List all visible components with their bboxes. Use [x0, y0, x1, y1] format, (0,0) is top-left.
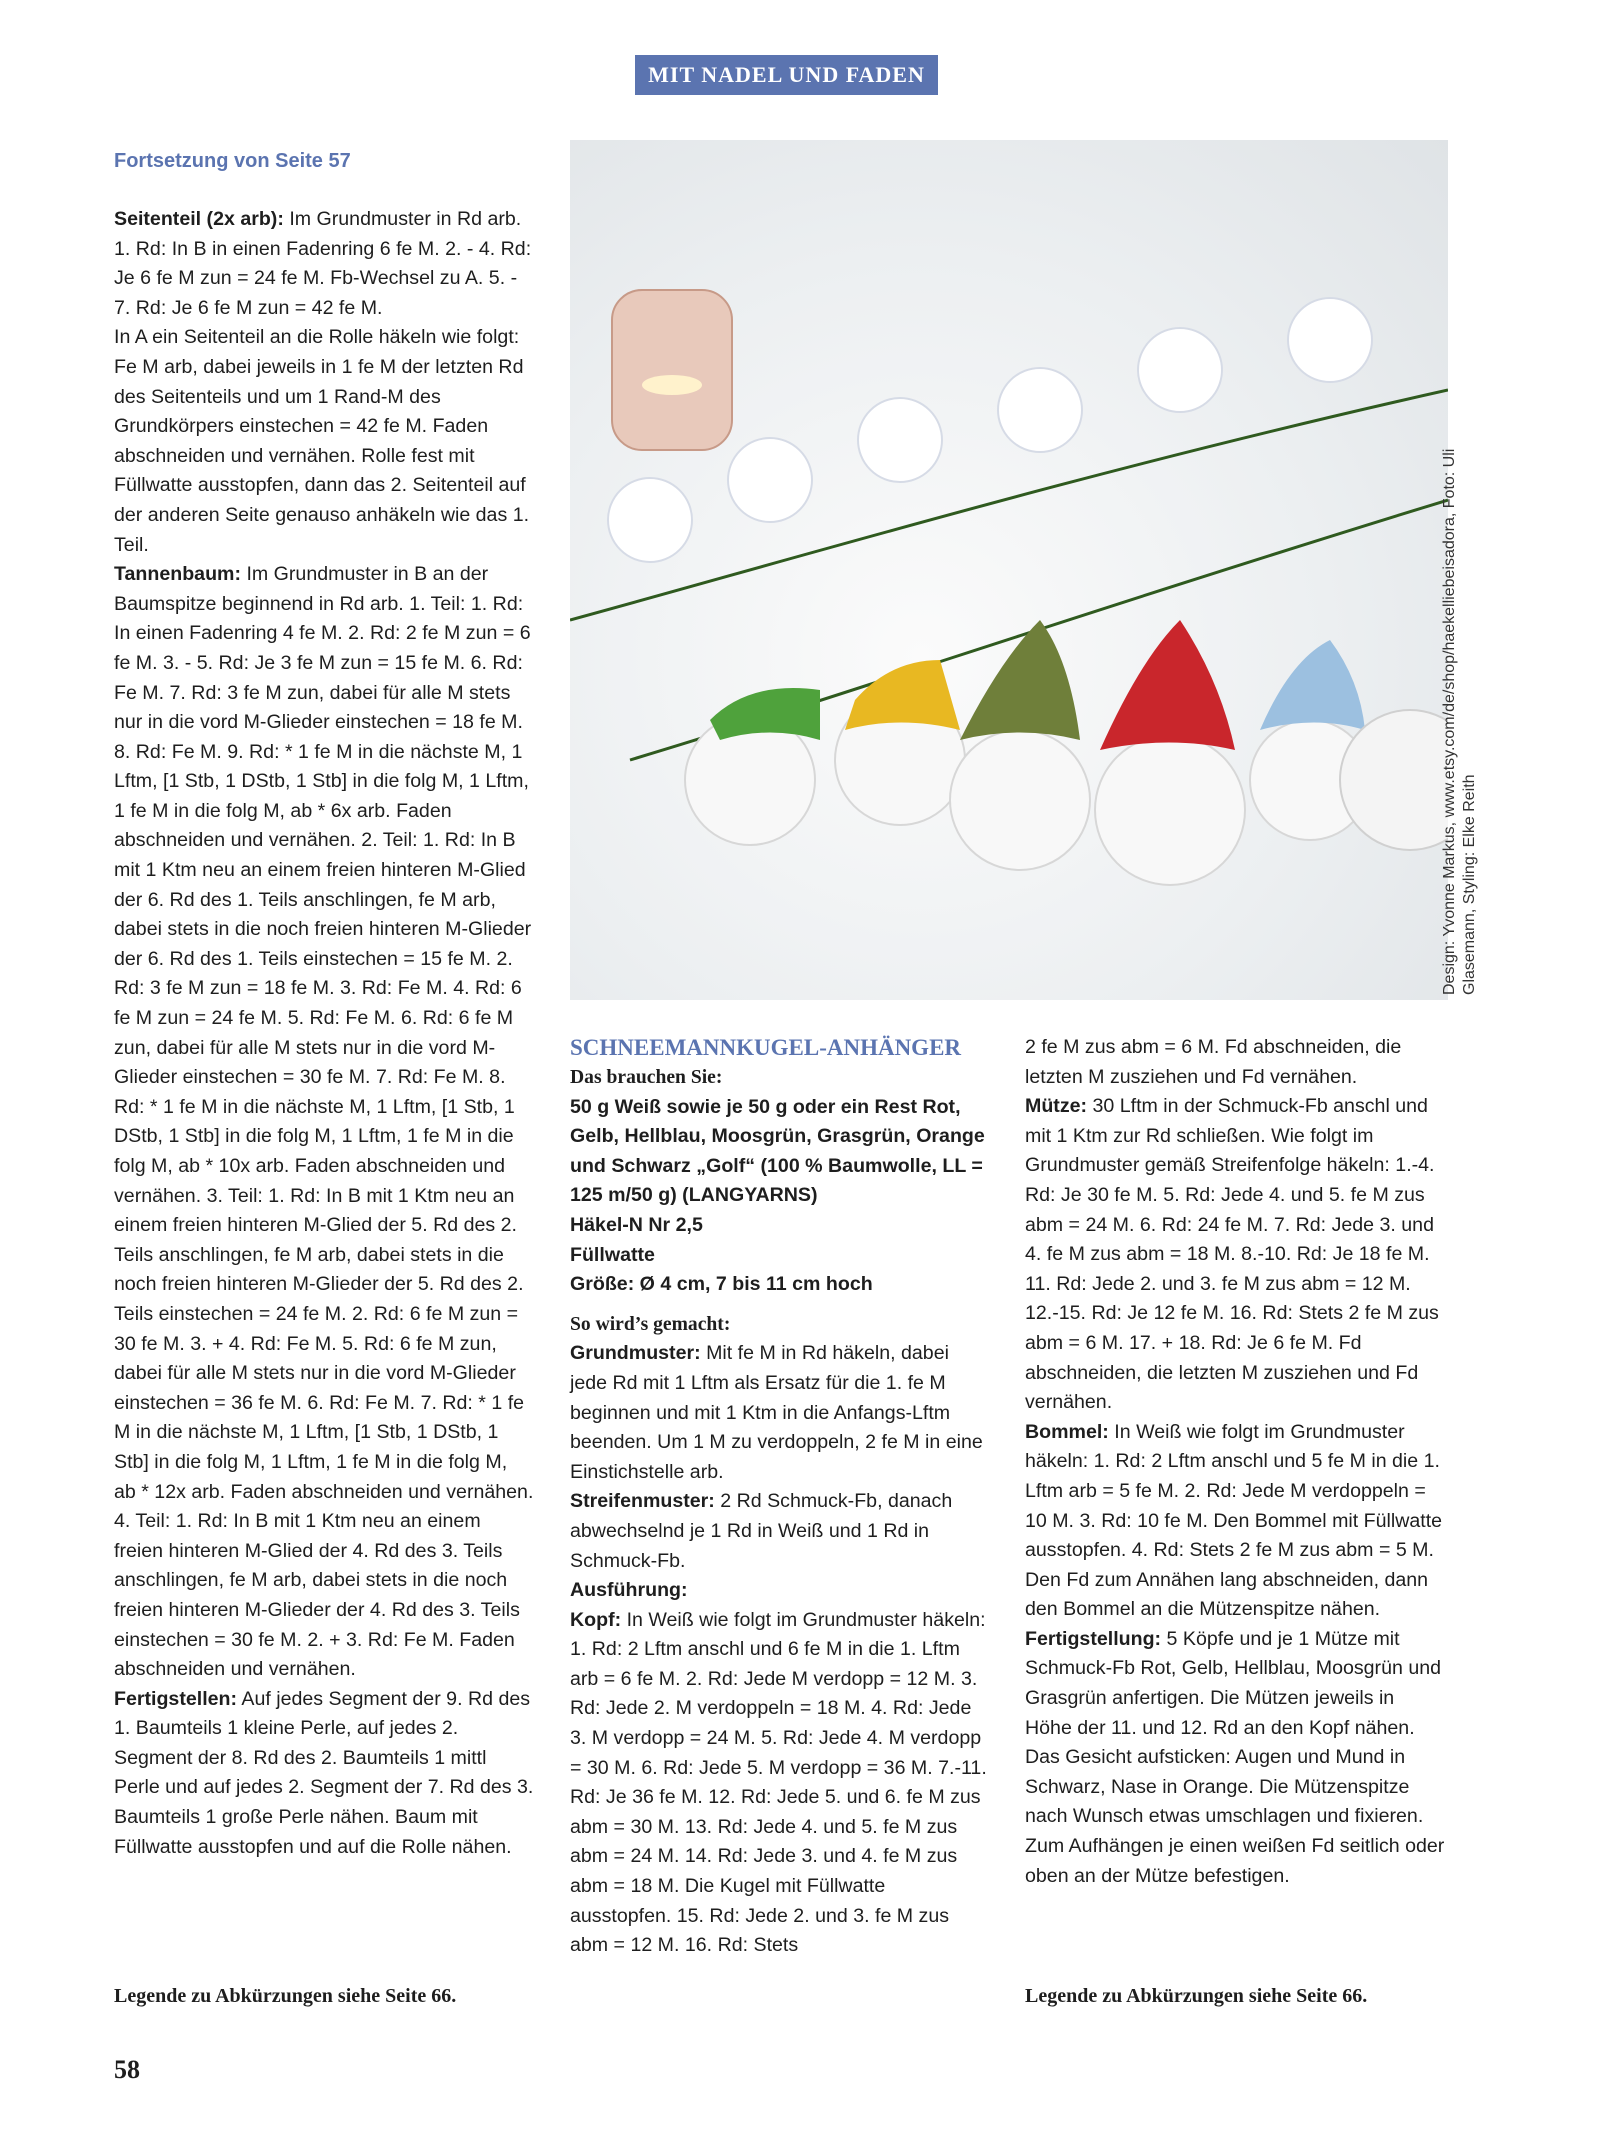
paragraph: Seitenteil (2x arb): Im Grundmuster in Rd arb. 1. Rd: In B in einen Fadenring 6 fe M. 2. - 4. Rd: Je 6 fe M zun = 24 fe M. Fb-Wechsel zu A. 5. - 7. Rd: Je 6 fe M zun = 42 fe M. [114, 208, 532, 319]
snowball [608, 478, 692, 562]
paragraph: Fertigstellen: Auf jedes Segment der 9. Rd des 1. Baumteils 1 kleine Perle, auf jedes 2. Segment der 8. Rd des 2. Baumteils 1 mittl Perle und auf jedes 2. Segment der 7. Rd des 3. Baumteils 1 große Perle nähen. Baum mit Füllwatte ausstopfen und auf die Rolle nähen. [114, 1687, 534, 1858]
legend-note-right: Legende zu Abkürzungen siehe Seite 66. [1025, 1985, 1368, 2007]
snowman-head [1095, 735, 1245, 885]
paragraph: Grundmuster: Mit fe M in Rd häkeln, dabei jede Rd mit 1 Lftm als Ersatz für die 1. fe M beginnen und mit 1 Ktm in die Anfangs-Lftm beenden. Um 1 M zu verdoppeln, 2 fe M in eine Einstichstelle arb. [570, 1342, 983, 1483]
snowman-ornaments [685, 620, 1370, 885]
snowman-hat [710, 688, 820, 740]
snowman-hat [960, 620, 1080, 740]
materials-item: Häkel-N Nr 2,5 [570, 1213, 703, 1236]
snowball [1138, 328, 1222, 412]
paragraph: In A ein Seitenteil an die Rolle häkeln wie folgt: Fe M arb, dabei jeweils in 1 fe M der letzten Rd des Seitenteils und um 1 Rand-M des Grundkörpers einstechen = 42 fe M. Faden abschneiden und vernähen. Rolle fest mit Füllwatte ausstopfen, dann das 2. Seitenteil auf der anderen Seite genauso anhäkeln wie das 1. Teil. [114, 326, 530, 556]
ornament-ball [1340, 710, 1448, 850]
pattern-title: SCHNEEMANNKUGEL-ANHÄNGER [570, 1035, 962, 1060]
snowball [1288, 298, 1372, 382]
snowman-hat [1260, 640, 1365, 730]
continuation-note: Fortsetzung von Seite 57 [114, 150, 351, 172]
left-column [114, 205, 534, 1862]
photo-credit: Design: Yvonne Markus, www.etsy.com/de/shop/haekelliebeisadora, Foto: Uli Glasemann, Styling: Elke Reith [1441, 448, 1478, 995]
snowman-ornaments-photo [570, 140, 1448, 1000]
right-column [1025, 1033, 1445, 1891]
snowball [728, 438, 812, 522]
size-line: Größe: Ø 4 cm, 7 bis 11 cm hoch [570, 1273, 873, 1296]
snowman-hat [845, 660, 960, 730]
paragraph: Ausführung: [570, 1579, 688, 1602]
paragraph: Bommel: In Weiß wie folgt im Grundmuster häkeln: 1. Rd: 2 Lftm anschl und 5 fe M in die 1. Lftm arb = 5 fe M. 2. Rd: Jede M verdoppeln = 10 M. 3. Rd: 10 fe M. Den Bommel mit Füllwatte ausstopfen. 4. Rd: Stets 2 fe M zus abm = 5 M. Den Fd zum Annähen lang abschneiden, dann den Bommel an die Mützenspitze nähen. [1025, 1420, 1443, 1621]
section-header-tab: MIT NADEL UND FADEN [635, 55, 938, 95]
paragraph: Kopf: In Weiß wie folgt im Grundmuster häkeln: 1. Rd: 2 Lftm anschl und 6 fe M in die 1. Lftm arb = 6 fe M. 2. Rd: Jede M verdopp = 12 M. 3. Rd: Jede 2. M verdoppeln = 18 M. 4. Rd: Jede 3. M verdopp = 24 M. 5. Rd: Jede 4. M verdopp = 30 M. 6. Rd: Jede 5. M verdopp = 36 M. 7.-11. Rd: Je 36 fe M. 12. Rd: Jede 5. und 6. fe M zus abm = 30 M. 13. Rd: Jede 4. und 5. fe M zus abm = 24 M. 14. Rd: Jede 3. und 4. fe M zus abm = 18 M. Die Kugel mit Füllwatte ausstopfen. 15. Rd: Jede 2. und 3. fe M zus abm = 12 M. 16. Rd: Stets [570, 1608, 987, 1957]
paragraph: Fertigstellung: 5 Köpfe und je 1 Mütze mit Schmuck-Fb Rot, Gelb, Hellblau, Moosgrün und Grasgrün anfertigen. Die Mützen jeweils in Höhe der 11. und 12. Rd an den Kopf nähen. Das Gesicht aufsticken: Augen und Mund in Schwarz, Nase in Orange. Die Mützenspitze nach Wunsch etwas umschlagen und fixieren. Zum Aufhängen je einen weißen Fd seitlich oder oben an der Mütze befestigen. [1025, 1627, 1445, 1887]
snowman-head [685, 715, 815, 845]
snowball [858, 398, 942, 482]
snowball [998, 368, 1082, 452]
materials-heading: Das brauchen Sie: [570, 1067, 723, 1088]
paragraph: Streifenmuster: 2 Rd Schmuck-Fb, danach abwechselnd je 1 Rd in Weiß und 1 Rd in Schmuck-Fb. [570, 1490, 953, 1572]
paragraph: Tannenbaum: Im Grundmuster in B an der Baumspitze beginnend in Rd arb. 1. Teil: 1. Rd: In einen Fadenring 4 fe M. 2. Rd: 2 fe M zun = 6 fe M. 3. - 5. Rd: Je 3 fe M zun = 15 fe M. 6. Rd: Fe M. 7. Rd: 3 fe M zun, dabei für alle M stets nur in die vord M-Glieder einstechen = 18 fe M. 8. Rd: Fe M. 9. Rd: * 1 fe M in die nächste M, 1 Lftm, [1 Stb, 1 DStb, 1 Stb] in die folg M, 1 Lftm, 1 fe M in die folg M, ab * 6x arb. Faden abschneiden und vernähen. 2. Teil: 1. Rd: In B mit 1 Ktm neu an einem freien hinteren M-Glied der 6. Rd des 1. Teils anschlingen, fe M arb, dabei stets in die noch freien hinteren M-Glieder der 6. Rd des 1. Teils einstechen = 15 fe M. 2. Rd: 3 fe M zun = 18 fe M. 3. Rd: Fe M. 4. Rd: 6 fe M zun = 24 fe M. 5. Rd: Fe M. 6. Rd: 6 fe M zun, dabei für alle M stets nur in die vord M-Glieder einstechen = 30 fe M. 7. Rd: Fe M. 8. Rd: * 1 fe M in die nächste M, 1 Lftm, [1 Stb, 1 DStb, 1 Stb] in die folg M, 1 Lftm, 1 fe M in die folg M, ab * 10x arb. Faden abschneiden und vernähen. 3. Teil: 1. Rd: In B mit 1 Ktm neu an einem freien hinteren M-Glied der 5. Rd des 2. Teils anschlingen, fe M arb, dabei stets in die noch freien hinteren M-Glieder der 5. Rd des 2. Teils einstechen = 24 fe M. 2. Rd: 6 fe M zun = 30 fe M. 3. + 4. Rd: Fe M. 5. Rd: 6 fe M zun, dabei für alle M stets nur in die vord M-Glieder einstechen = 36 fe M. 6. Rd: Fe M. 7. Rd: * 1 fe M in die nächste M, 1 Lftm, [1 Stb, 1 DStb, 1 Stb] in die folg M, 1 Lftm, 1 fe M in die folg M, ab * 12x arb. Faden abschneiden und vernähen. 4. Teil: 1. Rd: In B mit 1 Ktm neu an einem freien hinteren M-Glied der 4. Rd des 3. Teils anschlingen, fe M arb, dabei stets in die noch freien hinteren M-Glieder der 4. Rd des 3. Teils einstechen = 30 fe M. 2. + 3. Rd: Fe M. Faden abschneiden und vernähen. [114, 563, 534, 1681]
instructions-heading: So wird’s gemacht: [570, 1313, 731, 1335]
paragraph: Mütze: 30 Lftm in der Schmuck-Fb anschl und mit 1 Ktm zur Rd schließen. Wie folgt im Grundmuster gemäß Streifenfolge häkeln: 1.-4. Rd: Je 30 fe M. 5. Rd: Jede 4. und 5. fe M zus abm = 24 M. 6. Rd: 24 fe M. 7. Rd: Jede 3. und 4. fe M zus abm = 18 M. 8.-10. Rd: Je 18 fe M. 11. Rd: Jede 2. und 3. fe M zus abm = 12 M. 12.-15. Rd: Je 12 fe M. 16. Rd: Stets 2 fe M zus abm = 6 M. 17. + 18. Rd: Je 6 fe M. Fd abschneiden, die letzten M zusziehen und Fd vernähen. [1025, 1095, 1439, 1414]
legend-note-left: Legende zu Abkürzungen siehe Seite 66. [114, 1985, 457, 2007]
snowman-head [950, 730, 1090, 870]
page-number: 58 [114, 2055, 140, 2084]
snowman-hat [1100, 620, 1235, 750]
middle-column [570, 1033, 990, 1961]
photo-illustration [570, 140, 1448, 1000]
paragraph: 2 fe M zus abm = 6 M. Fd abschneiden, die letzten M zusziehen und Fd vernähen. [1025, 1036, 1402, 1088]
materials-item: Füllwatte [570, 1243, 655, 1266]
materials-item: 50 g Weiß sowie je 50 g oder ein Rest Rot, Gelb, Hellblau, Moosgrün, Grasgrün, Orange und Schwarz „Golf“ (100 % Baumwolle, LL = 125 m/50 g) (LANGYARNS) [570, 1095, 985, 1207]
candle-holder [612, 290, 732, 450]
